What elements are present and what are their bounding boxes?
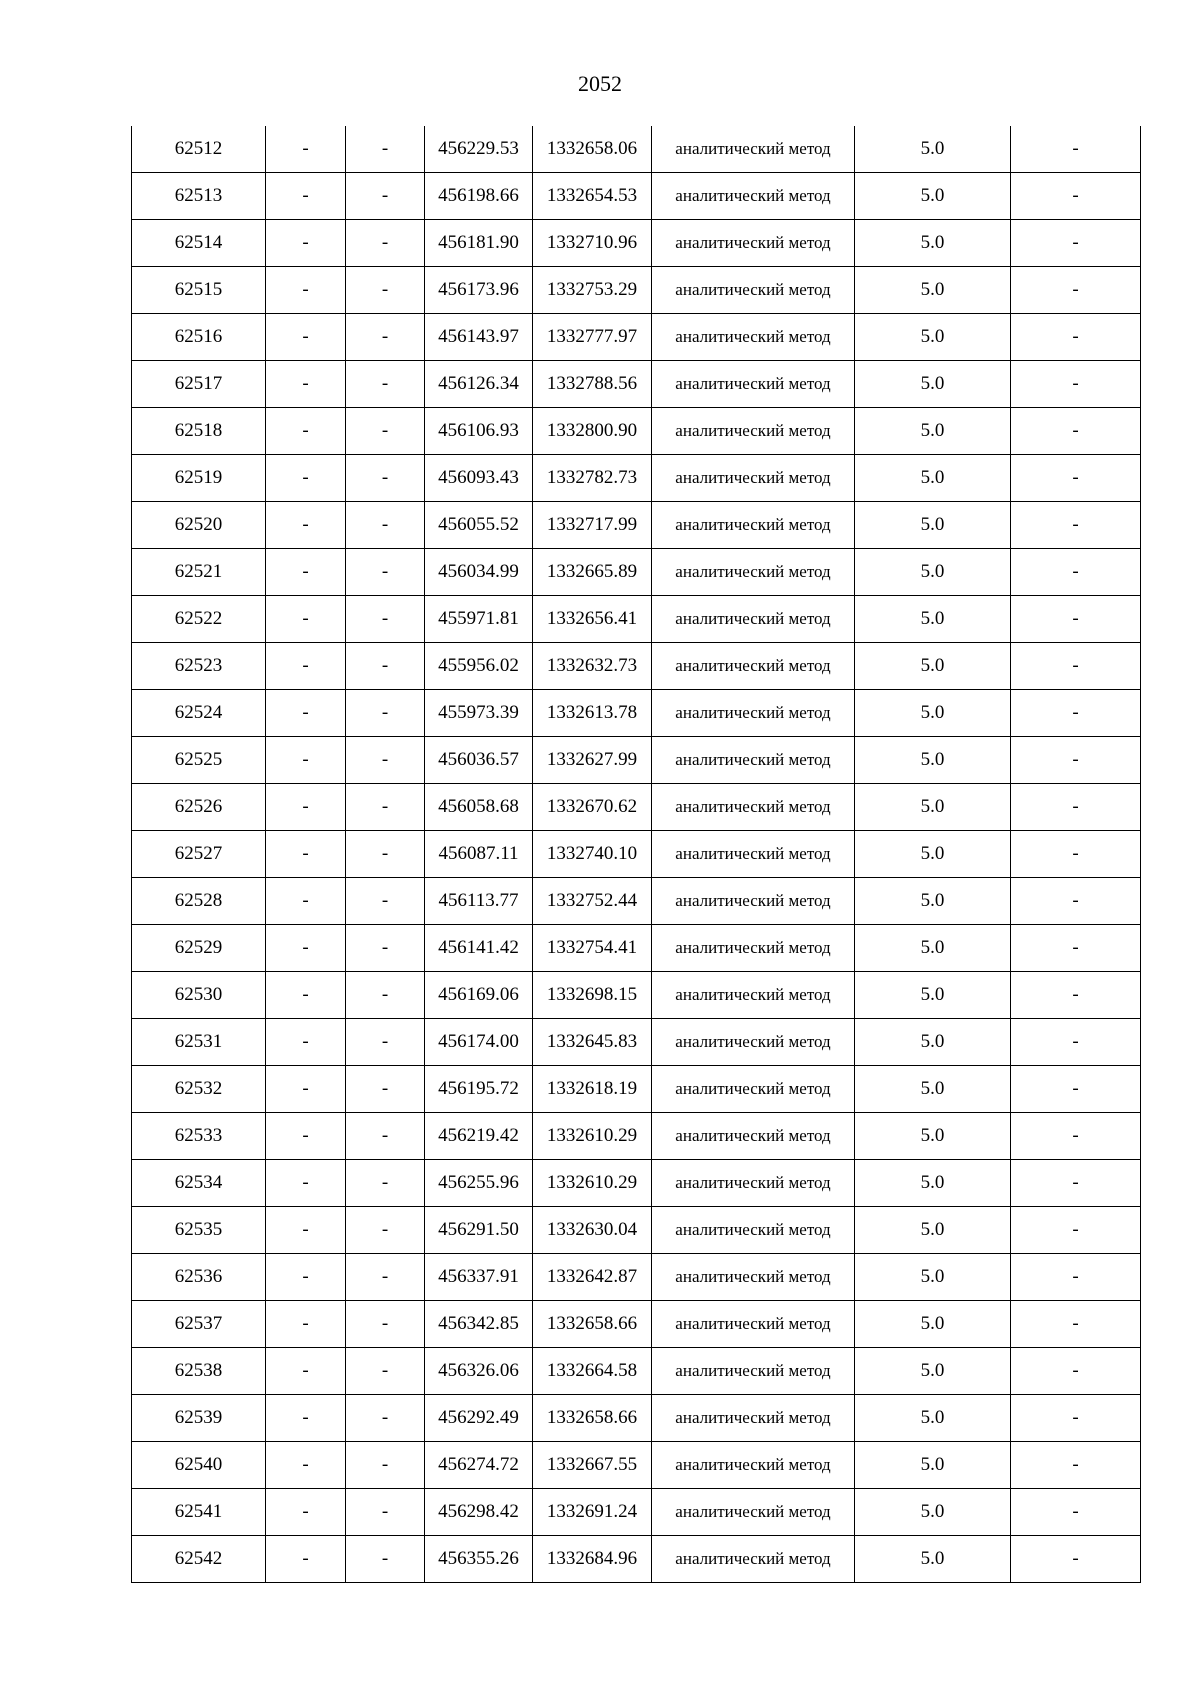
y-coordinate-cell: 1332667.55: [533, 1442, 652, 1489]
empty-cell: -: [346, 220, 425, 267]
y-coordinate-cell: 1332752.44: [533, 878, 652, 925]
point-number-cell: 62513: [132, 173, 266, 220]
description-cell: -: [1011, 596, 1141, 643]
description-cell: -: [1011, 455, 1141, 502]
empty-cell: -: [266, 1113, 346, 1160]
x-coordinate-cell: 455971.81: [425, 596, 533, 643]
table-row: [132, 1254, 1141, 1301]
empty-cell: -: [266, 361, 346, 408]
y-coordinate-cell: 1332658.66: [533, 1395, 652, 1442]
x-coordinate-cell: 456058.68: [425, 784, 533, 831]
empty-cell: -: [266, 690, 346, 737]
empty-cell: -: [346, 1395, 425, 1442]
page-number: 2052: [578, 71, 622, 96]
point-number-cell: 62536: [132, 1254, 266, 1301]
accuracy-cell: 5.0: [855, 831, 1011, 878]
table-row: [132, 1395, 1141, 1442]
point-number-cell: 62532: [132, 1066, 266, 1113]
accuracy-cell: 5.0: [855, 1442, 1011, 1489]
empty-cell: -: [346, 408, 425, 455]
description-cell: -: [1011, 1395, 1141, 1442]
accuracy-cell: 5.0: [855, 220, 1011, 267]
x-coordinate-cell: 456195.72: [425, 1066, 533, 1113]
accuracy-cell: 5.0: [855, 737, 1011, 784]
table-row: [132, 925, 1141, 972]
y-coordinate-cell: 1332754.41: [533, 925, 652, 972]
empty-cell: -: [266, 502, 346, 549]
empty-cell: -: [346, 1066, 425, 1113]
x-coordinate-cell: 456229.53: [425, 126, 533, 173]
accuracy-cell: 5.0: [855, 643, 1011, 690]
table-row: [132, 314, 1141, 361]
y-coordinate-cell: 1332777.97: [533, 314, 652, 361]
y-coordinate-cell: 1332698.15: [533, 972, 652, 1019]
description-cell: -: [1011, 925, 1141, 972]
y-coordinate-cell: 1332710.96: [533, 220, 652, 267]
accuracy-cell: 5.0: [855, 784, 1011, 831]
empty-cell: -: [266, 831, 346, 878]
accuracy-cell: 5.0: [855, 1348, 1011, 1395]
empty-cell: -: [346, 1207, 425, 1254]
y-coordinate-cell: 1332645.83: [533, 1019, 652, 1066]
description-cell: -: [1011, 314, 1141, 361]
empty-cell: -: [266, 1301, 346, 1348]
empty-cell: -: [266, 737, 346, 784]
empty-cell: -: [346, 455, 425, 502]
empty-cell: -: [346, 549, 425, 596]
accuracy-cell: 5.0: [855, 173, 1011, 220]
description-cell: -: [1011, 267, 1141, 314]
x-coordinate-cell: 456337.91: [425, 1254, 533, 1301]
point-number-cell: 62537: [132, 1301, 266, 1348]
empty-cell: -: [346, 1489, 425, 1536]
coordinates-table: [131, 126, 1141, 1583]
empty-cell: -: [346, 1254, 425, 1301]
method-cell: аналитический метод: [652, 502, 855, 549]
empty-cell: -: [266, 408, 346, 455]
method-cell: аналитический метод: [652, 126, 855, 173]
table-row: [132, 1442, 1141, 1489]
empty-cell: -: [346, 1160, 425, 1207]
method-cell: аналитический метод: [652, 737, 855, 784]
y-coordinate-cell: 1332613.78: [533, 690, 652, 737]
x-coordinate-cell: 456106.93: [425, 408, 533, 455]
y-coordinate-cell: 1332658.66: [533, 1301, 652, 1348]
table-row: [132, 126, 1141, 173]
x-coordinate-cell: 456034.99: [425, 549, 533, 596]
empty-cell: -: [266, 596, 346, 643]
accuracy-cell: 5.0: [855, 1395, 1011, 1442]
description-cell: -: [1011, 1348, 1141, 1395]
empty-cell: -: [346, 1301, 425, 1348]
x-coordinate-cell: 456355.26: [425, 1536, 533, 1583]
method-cell: аналитический метод: [652, 408, 855, 455]
y-coordinate-cell: 1332654.53: [533, 173, 652, 220]
empty-cell: -: [266, 1160, 346, 1207]
table-row: [132, 643, 1141, 690]
point-number-cell: 62527: [132, 831, 266, 878]
description-cell: -: [1011, 878, 1141, 925]
x-coordinate-cell: 456143.97: [425, 314, 533, 361]
accuracy-cell: 5.0: [855, 361, 1011, 408]
description-cell: -: [1011, 173, 1141, 220]
y-coordinate-cell: 1332717.99: [533, 502, 652, 549]
empty-cell: -: [266, 1019, 346, 1066]
y-coordinate-cell: 1332691.24: [533, 1489, 652, 1536]
table-row: [132, 878, 1141, 925]
empty-cell: -: [266, 1395, 346, 1442]
table-row: [132, 1207, 1141, 1254]
x-coordinate-cell: 456292.49: [425, 1395, 533, 1442]
y-coordinate-cell: 1332630.04: [533, 1207, 652, 1254]
point-number-cell: 62512: [132, 126, 266, 173]
description-cell: -: [1011, 1254, 1141, 1301]
coordinates-table-body: [132, 126, 1141, 1583]
table-row: [132, 455, 1141, 502]
y-coordinate-cell: 1332800.90: [533, 408, 652, 455]
point-number-cell: 62529: [132, 925, 266, 972]
point-number-cell: 62514: [132, 220, 266, 267]
x-coordinate-cell: 456291.50: [425, 1207, 533, 1254]
empty-cell: -: [346, 925, 425, 972]
method-cell: аналитический метод: [652, 220, 855, 267]
point-number-cell: 62521: [132, 549, 266, 596]
method-cell: аналитический метод: [652, 1207, 855, 1254]
y-coordinate-cell: 1332782.73: [533, 455, 652, 502]
empty-cell: -: [266, 549, 346, 596]
empty-cell: -: [266, 643, 346, 690]
empty-cell: -: [346, 831, 425, 878]
method-cell: аналитический метод: [652, 925, 855, 972]
table-row: [132, 502, 1141, 549]
table-row: [132, 1160, 1141, 1207]
point-number-cell: 62526: [132, 784, 266, 831]
point-number-cell: 62541: [132, 1489, 266, 1536]
description-cell: -: [1011, 831, 1141, 878]
empty-cell: -: [346, 972, 425, 1019]
accuracy-cell: 5.0: [855, 1207, 1011, 1254]
y-coordinate-cell: 1332740.10: [533, 831, 652, 878]
x-coordinate-cell: 456126.34: [425, 361, 533, 408]
description-cell: -: [1011, 220, 1141, 267]
accuracy-cell: 5.0: [855, 408, 1011, 455]
table-row: [132, 173, 1141, 220]
accuracy-cell: 5.0: [855, 267, 1011, 314]
x-coordinate-cell: 456274.72: [425, 1442, 533, 1489]
point-number-cell: 62525: [132, 737, 266, 784]
accuracy-cell: 5.0: [855, 1160, 1011, 1207]
method-cell: аналитический метод: [652, 596, 855, 643]
table-row: [132, 1019, 1141, 1066]
point-number-cell: 62538: [132, 1348, 266, 1395]
x-coordinate-cell: 456255.96: [425, 1160, 533, 1207]
x-coordinate-cell: 456181.90: [425, 220, 533, 267]
table-row: [132, 1536, 1141, 1583]
empty-cell: -: [266, 1489, 346, 1536]
y-coordinate-cell: 1332670.62: [533, 784, 652, 831]
method-cell: аналитический метод: [652, 1536, 855, 1583]
point-number-cell: 62540: [132, 1442, 266, 1489]
accuracy-cell: 5.0: [855, 925, 1011, 972]
x-coordinate-cell: 456326.06: [425, 1348, 533, 1395]
point-number-cell: 62518: [132, 408, 266, 455]
empty-cell: -: [346, 784, 425, 831]
empty-cell: -: [346, 878, 425, 925]
empty-cell: -: [346, 1019, 425, 1066]
method-cell: аналитический метод: [652, 1301, 855, 1348]
method-cell: аналитический метод: [652, 643, 855, 690]
accuracy-cell: 5.0: [855, 1536, 1011, 1583]
point-number-cell: 62539: [132, 1395, 266, 1442]
empty-cell: -: [346, 1442, 425, 1489]
accuracy-cell: 5.0: [855, 502, 1011, 549]
method-cell: аналитический метод: [652, 784, 855, 831]
description-cell: -: [1011, 643, 1141, 690]
table-row: [132, 972, 1141, 1019]
description-cell: -: [1011, 784, 1141, 831]
method-cell: аналитический метод: [652, 361, 855, 408]
description-cell: -: [1011, 1113, 1141, 1160]
accuracy-cell: 5.0: [855, 126, 1011, 173]
empty-cell: -: [266, 1442, 346, 1489]
point-number-cell: 62523: [132, 643, 266, 690]
accuracy-cell: 5.0: [855, 1113, 1011, 1160]
description-cell: -: [1011, 1536, 1141, 1583]
empty-cell: -: [346, 1348, 425, 1395]
description-cell: -: [1011, 502, 1141, 549]
description-cell: -: [1011, 361, 1141, 408]
empty-cell: -: [346, 314, 425, 361]
method-cell: аналитический метод: [652, 878, 855, 925]
description-cell: -: [1011, 1066, 1141, 1113]
x-coordinate-cell: 456055.52: [425, 502, 533, 549]
accuracy-cell: 5.0: [855, 1489, 1011, 1536]
empty-cell: -: [346, 267, 425, 314]
empty-cell: -: [266, 972, 346, 1019]
method-cell: аналитический метод: [652, 1019, 855, 1066]
method-cell: аналитический метод: [652, 1395, 855, 1442]
point-number-cell: 62515: [132, 267, 266, 314]
method-cell: аналитический метод: [652, 1348, 855, 1395]
method-cell: аналитический метод: [652, 267, 855, 314]
x-coordinate-cell: 456093.43: [425, 455, 533, 502]
method-cell: аналитический метод: [652, 972, 855, 1019]
description-cell: -: [1011, 126, 1141, 173]
description-cell: -: [1011, 1207, 1141, 1254]
accuracy-cell: 5.0: [855, 1254, 1011, 1301]
table-row: [132, 596, 1141, 643]
accuracy-cell: 5.0: [855, 1019, 1011, 1066]
y-coordinate-cell: 1332642.87: [533, 1254, 652, 1301]
accuracy-cell: 5.0: [855, 690, 1011, 737]
method-cell: аналитический метод: [652, 1113, 855, 1160]
point-number-cell: 62534: [132, 1160, 266, 1207]
method-cell: аналитический метод: [652, 1489, 855, 1536]
x-coordinate-cell: 455956.02: [425, 643, 533, 690]
empty-cell: -: [266, 1536, 346, 1583]
table-row: [132, 831, 1141, 878]
method-cell: аналитический метод: [652, 1066, 855, 1113]
method-cell: аналитический метод: [652, 690, 855, 737]
empty-cell: -: [266, 267, 346, 314]
accuracy-cell: 5.0: [855, 1066, 1011, 1113]
empty-cell: -: [266, 784, 346, 831]
point-number-cell: 62516: [132, 314, 266, 361]
point-number-cell: 62530: [132, 972, 266, 1019]
empty-cell: -: [266, 1254, 346, 1301]
empty-cell: -: [346, 126, 425, 173]
table-row: [132, 1301, 1141, 1348]
description-cell: -: [1011, 972, 1141, 1019]
accuracy-cell: 5.0: [855, 972, 1011, 1019]
accuracy-cell: 5.0: [855, 878, 1011, 925]
x-coordinate-cell: 456219.42: [425, 1113, 533, 1160]
y-coordinate-cell: 1332665.89: [533, 549, 652, 596]
table-row: [132, 1489, 1141, 1536]
x-coordinate-cell: 456298.42: [425, 1489, 533, 1536]
method-cell: аналитический метод: [652, 831, 855, 878]
accuracy-cell: 5.0: [855, 596, 1011, 643]
empty-cell: -: [346, 361, 425, 408]
empty-cell: -: [346, 1113, 425, 1160]
table-row: [132, 784, 1141, 831]
table-row: [132, 1113, 1141, 1160]
point-number-cell: 62542: [132, 1536, 266, 1583]
point-number-cell: 62517: [132, 361, 266, 408]
empty-cell: -: [266, 1066, 346, 1113]
empty-cell: -: [266, 1207, 346, 1254]
description-cell: -: [1011, 737, 1141, 784]
y-coordinate-cell: 1332656.41: [533, 596, 652, 643]
y-coordinate-cell: 1332610.29: [533, 1160, 652, 1207]
description-cell: -: [1011, 549, 1141, 596]
x-coordinate-cell: 456113.77: [425, 878, 533, 925]
x-coordinate-cell: 456087.11: [425, 831, 533, 878]
y-coordinate-cell: 1332753.29: [533, 267, 652, 314]
x-coordinate-cell: 456169.06: [425, 972, 533, 1019]
method-cell: аналитический метод: [652, 1160, 855, 1207]
empty-cell: -: [266, 925, 346, 972]
table-row: [132, 220, 1141, 267]
method-cell: аналитический метод: [652, 455, 855, 502]
empty-cell: -: [346, 502, 425, 549]
x-coordinate-cell: 456342.85: [425, 1301, 533, 1348]
point-number-cell: 62520: [132, 502, 266, 549]
table-row: [132, 408, 1141, 455]
x-coordinate-cell: 456141.42: [425, 925, 533, 972]
table-row: [132, 267, 1141, 314]
description-cell: -: [1011, 408, 1141, 455]
description-cell: -: [1011, 690, 1141, 737]
empty-cell: -: [346, 643, 425, 690]
empty-cell: -: [266, 220, 346, 267]
empty-cell: -: [346, 173, 425, 220]
empty-cell: -: [346, 690, 425, 737]
empty-cell: -: [266, 173, 346, 220]
table-row: [132, 361, 1141, 408]
point-number-cell: 62531: [132, 1019, 266, 1066]
accuracy-cell: 5.0: [855, 455, 1011, 502]
method-cell: аналитический метод: [652, 549, 855, 596]
x-coordinate-cell: 456036.57: [425, 737, 533, 784]
x-coordinate-cell: 456198.66: [425, 173, 533, 220]
y-coordinate-cell: 1332610.29: [533, 1113, 652, 1160]
x-coordinate-cell: 456174.00: [425, 1019, 533, 1066]
empty-cell: -: [266, 1348, 346, 1395]
table-row: [132, 690, 1141, 737]
table-row: [132, 549, 1141, 596]
method-cell: аналитический метод: [652, 1254, 855, 1301]
point-number-cell: 62519: [132, 455, 266, 502]
y-coordinate-cell: 1332632.73: [533, 643, 652, 690]
y-coordinate-cell: 1332618.19: [533, 1066, 652, 1113]
accuracy-cell: 5.0: [855, 549, 1011, 596]
point-number-cell: 62533: [132, 1113, 266, 1160]
y-coordinate-cell: 1332788.56: [533, 361, 652, 408]
description-cell: -: [1011, 1442, 1141, 1489]
point-number-cell: 62535: [132, 1207, 266, 1254]
empty-cell: -: [266, 455, 346, 502]
description-cell: -: [1011, 1301, 1141, 1348]
empty-cell: -: [346, 596, 425, 643]
empty-cell: -: [346, 737, 425, 784]
y-coordinate-cell: 1332658.06: [533, 126, 652, 173]
x-coordinate-cell: 456173.96: [425, 267, 533, 314]
empty-cell: -: [266, 878, 346, 925]
point-number-cell: 62524: [132, 690, 266, 737]
table-row: [132, 1348, 1141, 1395]
empty-cell: -: [266, 314, 346, 361]
x-coordinate-cell: 455973.39: [425, 690, 533, 737]
y-coordinate-cell: 1332684.96: [533, 1536, 652, 1583]
table-row: [132, 1066, 1141, 1113]
method-cell: аналитический метод: [652, 314, 855, 361]
accuracy-cell: 5.0: [855, 314, 1011, 361]
method-cell: аналитический метод: [652, 173, 855, 220]
description-cell: -: [1011, 1160, 1141, 1207]
table-row: [132, 737, 1141, 784]
description-cell: -: [1011, 1489, 1141, 1536]
point-number-cell: 62522: [132, 596, 266, 643]
method-cell: аналитический метод: [652, 1442, 855, 1489]
y-coordinate-cell: 1332627.99: [533, 737, 652, 784]
description-cell: -: [1011, 1019, 1141, 1066]
empty-cell: -: [346, 1536, 425, 1583]
y-coordinate-cell: 1332664.58: [533, 1348, 652, 1395]
accuracy-cell: 5.0: [855, 1301, 1011, 1348]
point-number-cell: 62528: [132, 878, 266, 925]
empty-cell: -: [266, 126, 346, 173]
